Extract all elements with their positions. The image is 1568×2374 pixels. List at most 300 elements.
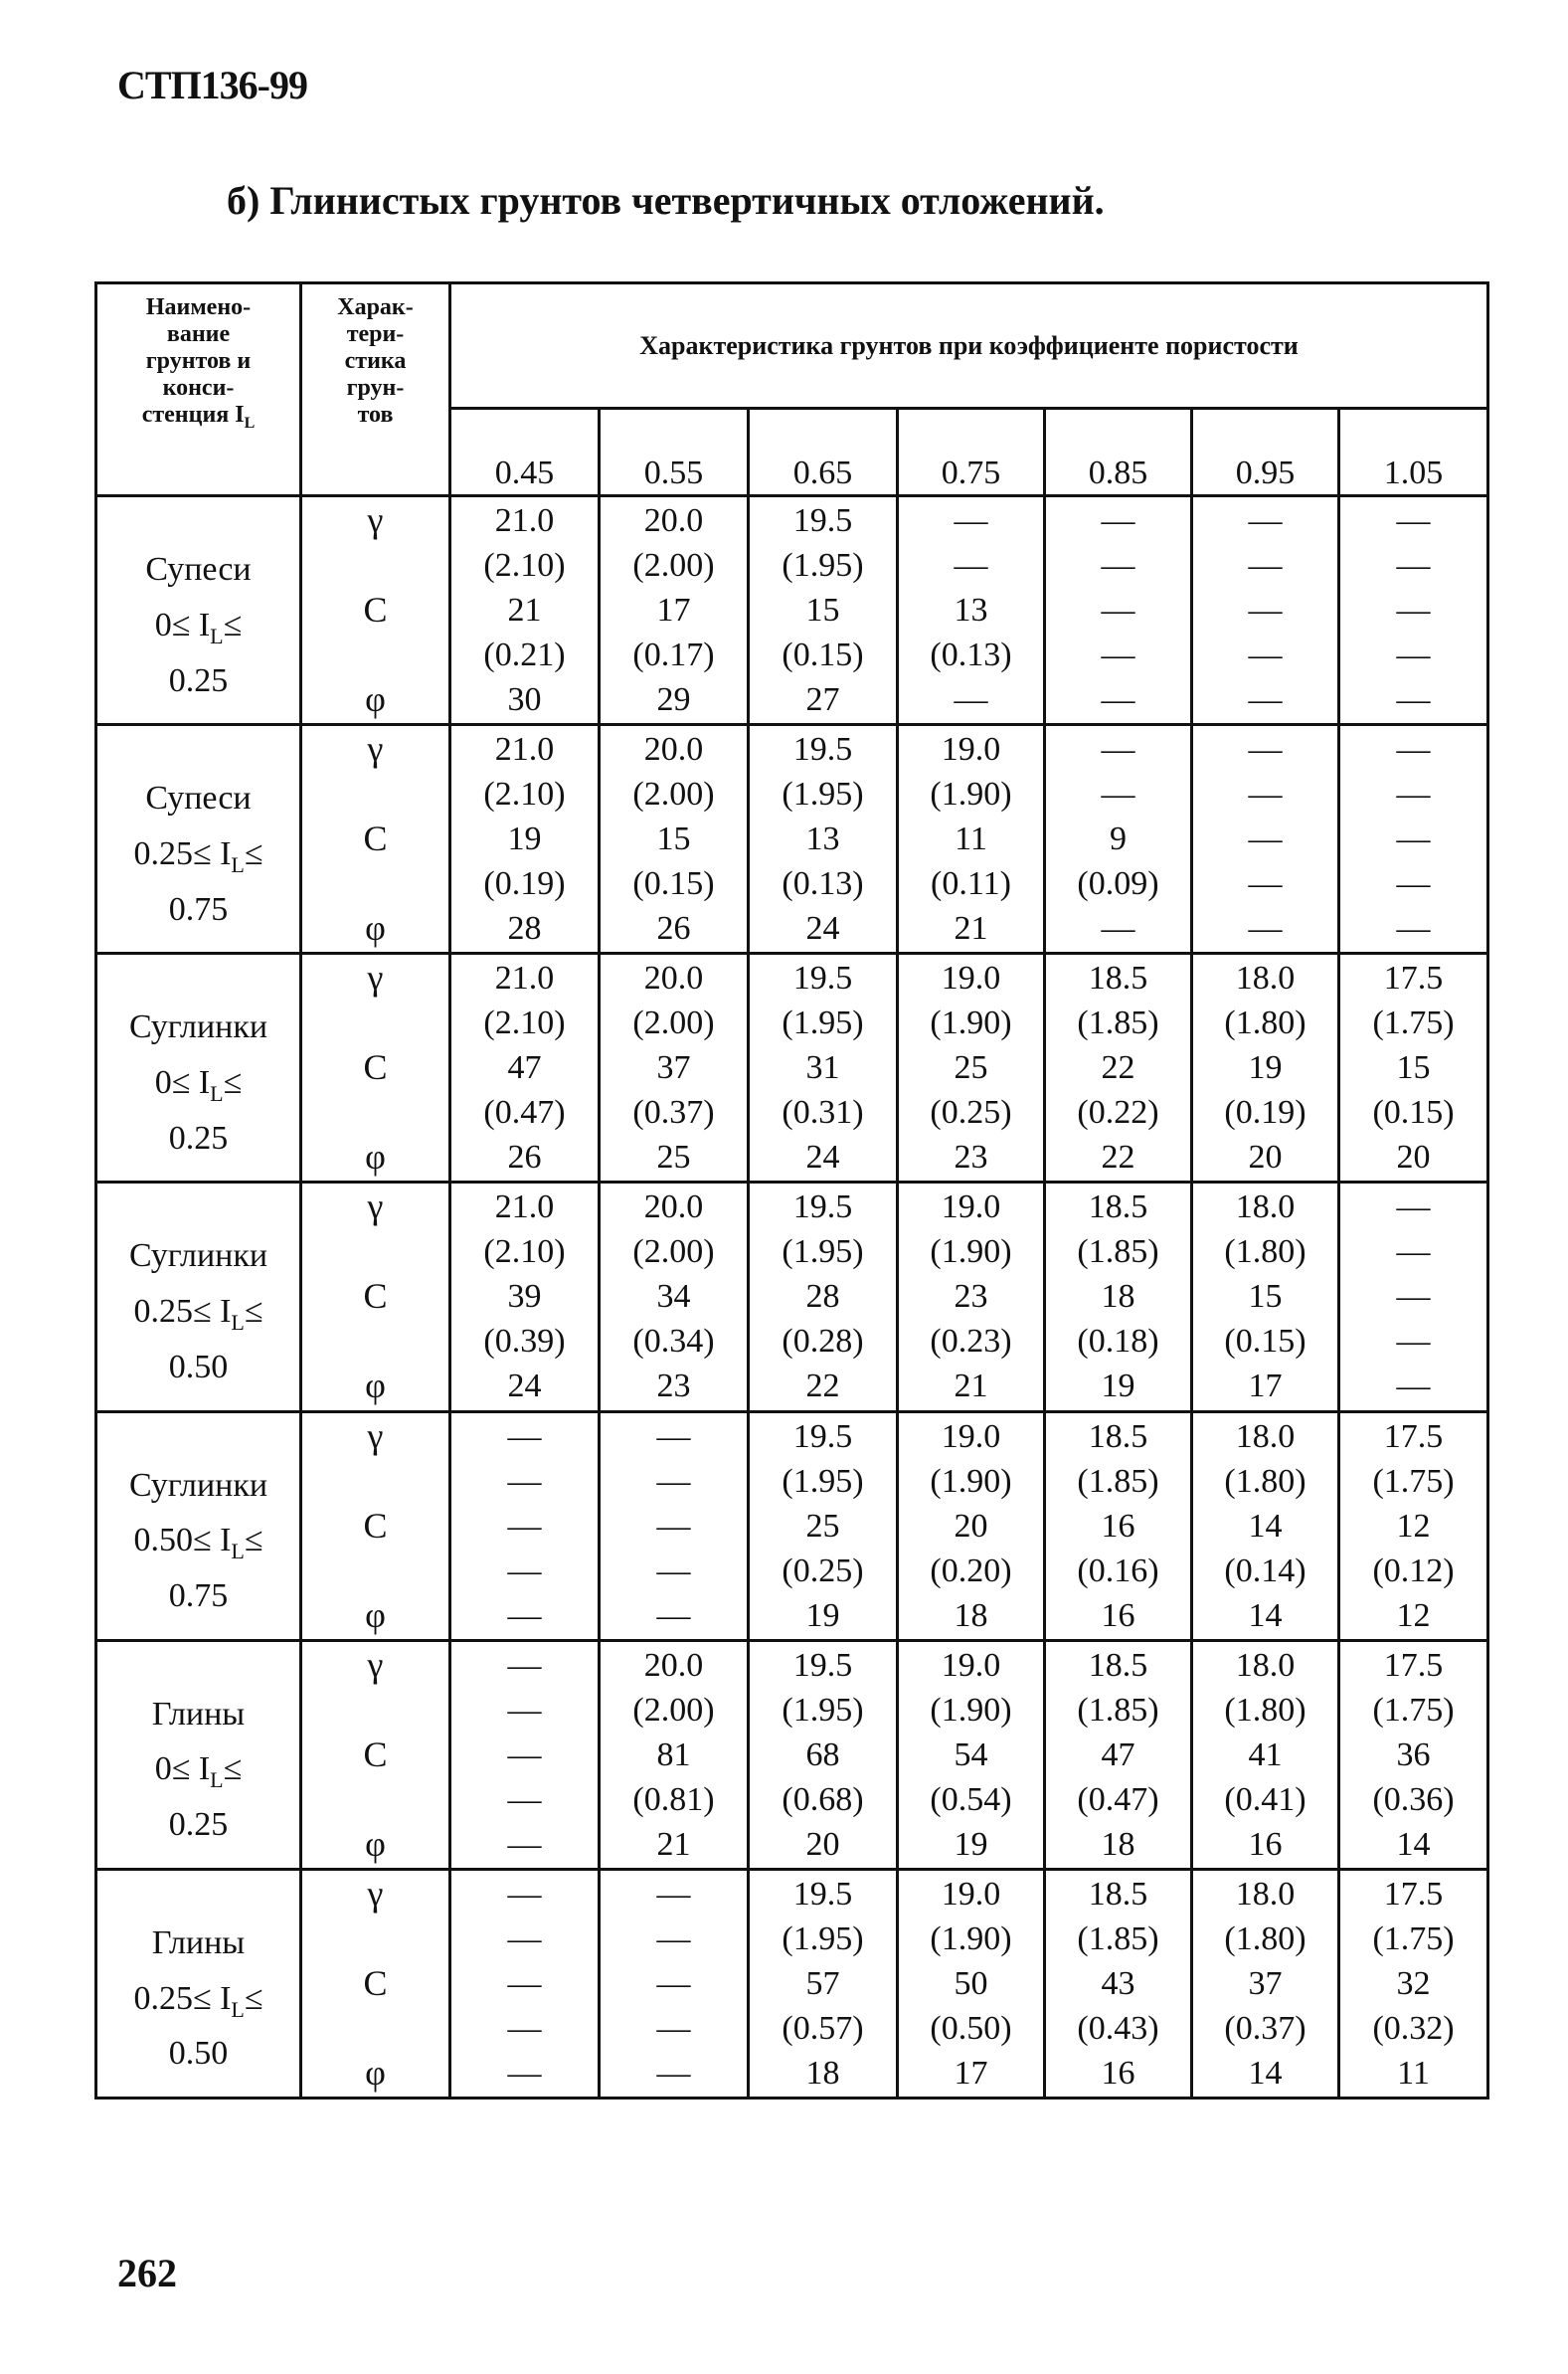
value-line: — xyxy=(1396,1323,1431,1361)
value-line: — xyxy=(656,1875,691,1913)
value-line: — xyxy=(1396,776,1431,814)
value-line: 57 xyxy=(805,1964,840,2002)
value-line: (0.36) xyxy=(1372,1780,1455,1818)
soil-name-cell xyxy=(96,725,301,954)
value-line: 16 xyxy=(1101,2054,1135,2092)
value-line: — xyxy=(1101,592,1135,630)
value-line: 27 xyxy=(805,681,840,719)
value-line: 28 xyxy=(507,910,542,948)
value-line: 20 xyxy=(805,1825,840,1863)
value-line: 17 xyxy=(1248,1368,1283,1405)
value-line: 17.5 xyxy=(1383,1417,1444,1455)
soil-name-cell xyxy=(96,1411,301,1640)
value-line: 19.0 xyxy=(941,1646,1001,1684)
header-characteristic-line: тери- xyxy=(346,321,405,347)
characteristic-symbol: C xyxy=(363,1734,388,1774)
value-cell xyxy=(600,954,749,1183)
value-line: 18 xyxy=(954,1596,988,1634)
characteristic-symbol xyxy=(302,1229,448,1274)
soil-name-line xyxy=(97,831,299,887)
characteristic-symbol: φ xyxy=(365,1594,386,1635)
value-line: 20 xyxy=(1248,1139,1283,1177)
soil-name-subscript: L xyxy=(231,1310,245,1335)
value-line: 18.5 xyxy=(1088,1417,1148,1455)
value-line: 14 xyxy=(1248,1507,1283,1545)
value-line: 20 xyxy=(954,1507,988,1545)
value-line: (2.00) xyxy=(632,1691,715,1729)
value-line: — xyxy=(656,1552,691,1589)
value-line: 43 xyxy=(1101,1964,1135,2002)
value-line: 11 xyxy=(1397,2054,1430,2092)
value-line: (0.12) xyxy=(1372,1552,1455,1589)
header-soil-name-line: Наимено- xyxy=(145,294,252,320)
header-characteristic-line: грун- xyxy=(346,375,405,401)
value-line: (1.95) xyxy=(782,1004,864,1042)
value-line: 19.0 xyxy=(941,1417,1001,1455)
soil-group-row xyxy=(96,725,1488,954)
value-line: (0.43) xyxy=(1077,2009,1159,2047)
value-line: — xyxy=(1396,592,1431,630)
header-characteristic-line: тов xyxy=(357,402,394,428)
characteristic-symbol: γ xyxy=(367,958,384,999)
value-cell xyxy=(749,1183,898,1411)
value-cell xyxy=(600,1640,749,1869)
value-line: (0.20) xyxy=(930,1552,1012,1589)
value-line: 30 xyxy=(507,681,542,719)
characteristic-symbol: C xyxy=(363,590,388,631)
soil-name-text: 0≤ I xyxy=(154,1064,211,1102)
value-line: 36 xyxy=(1396,1735,1431,1773)
value-line: (1.85) xyxy=(1077,1004,1159,1042)
value-line: 18.0 xyxy=(1235,1875,1296,1913)
value-line: 37 xyxy=(656,1049,691,1087)
soil-group-row xyxy=(96,1183,1488,1411)
value-cell xyxy=(1045,1640,1192,1869)
soil-name-line xyxy=(97,776,299,831)
value-line: 18 xyxy=(805,2054,840,2092)
header-characteristic-line: стика xyxy=(344,348,407,374)
soil-name-text: 0.25≤ I xyxy=(133,834,232,872)
value-line: 9 xyxy=(1110,821,1127,858)
value-line: 15 xyxy=(656,821,691,858)
value-cell xyxy=(450,725,600,954)
value-cell xyxy=(600,1183,749,1411)
value-line: 19.0 xyxy=(941,960,1001,998)
value-line: (1.90) xyxy=(930,1691,1012,1729)
document-code: СТП136-99 xyxy=(117,63,307,107)
header-soil-characteristic xyxy=(301,283,450,496)
header-porosity-value: 0.55 xyxy=(600,409,749,496)
value-cell xyxy=(1192,954,1339,1183)
value-line: 18.5 xyxy=(1088,1646,1148,1684)
value-line: (1.75) xyxy=(1372,1462,1455,1500)
header-row-1 xyxy=(96,283,1488,409)
value-line: 13 xyxy=(805,821,840,858)
value-line: (1.80) xyxy=(1224,1691,1307,1729)
value-line: (0.34) xyxy=(632,1323,715,1361)
soil-name-text: Суглинки xyxy=(128,1466,268,1504)
value-cell xyxy=(450,1183,600,1411)
characteristic-symbol xyxy=(302,1319,448,1364)
value-cell xyxy=(450,1640,600,1869)
value-line: (2.10) xyxy=(483,1233,566,1271)
value-line: 18.5 xyxy=(1088,1875,1148,1913)
value-line: — xyxy=(656,2054,691,2092)
soil-name-line xyxy=(97,1746,299,1802)
header-soil-name-line: вание xyxy=(166,321,231,347)
soil-name-line xyxy=(97,887,299,943)
soil-name-text: 0.25 xyxy=(168,1806,229,1844)
soil-name-line xyxy=(97,1060,299,1116)
value-cell xyxy=(600,1869,749,2098)
value-line: 19.0 xyxy=(941,1875,1001,1913)
value-line: 19 xyxy=(1101,1368,1135,1405)
value-line: (0.19) xyxy=(1224,1094,1307,1132)
soil-name-line xyxy=(97,1802,299,1858)
value-line: (0.39) xyxy=(483,1323,566,1361)
value-line: 19.5 xyxy=(792,502,853,540)
value-line: — xyxy=(656,1964,691,2002)
value-line: — xyxy=(1396,1368,1431,1405)
soil-group-row xyxy=(96,954,1488,1183)
characteristic-symbol xyxy=(302,633,448,677)
value-line: 50 xyxy=(954,1964,988,2002)
value-line: 23 xyxy=(954,1278,988,1316)
header-soil-name-text: стенция I xyxy=(141,402,245,428)
value-line: (0.15) xyxy=(632,865,715,903)
header-characteristic-line: Харак- xyxy=(337,294,414,320)
value-line: 18.0 xyxy=(1235,1188,1296,1226)
value-cell xyxy=(1339,1411,1488,1640)
header-porosity-value: 0.45 xyxy=(450,409,600,496)
characteristic-symbol xyxy=(302,772,448,817)
value-line: 22 xyxy=(1101,1139,1135,1177)
value-line: 22 xyxy=(805,1368,840,1405)
soil-name-text: Суглинки xyxy=(128,1008,268,1046)
value-line: 18.5 xyxy=(1088,960,1148,998)
characteristic-symbol: γ xyxy=(367,729,384,770)
soil-name-text: ≤ xyxy=(244,1293,263,1331)
value-line: — xyxy=(1248,731,1283,769)
value-line: 68 xyxy=(805,1735,840,1773)
value-cell xyxy=(600,1411,749,1640)
value-line: — xyxy=(1396,681,1431,719)
value-line: (0.25) xyxy=(782,1552,864,1589)
value-line: — xyxy=(954,681,988,719)
value-line: — xyxy=(1248,547,1283,585)
soil-name-line xyxy=(97,658,299,714)
value-cell xyxy=(1339,725,1488,954)
soil-name-line xyxy=(97,1345,299,1400)
value-cell xyxy=(1192,1183,1339,1411)
value-cell xyxy=(898,1869,1045,2098)
value-line: 18 xyxy=(1101,1278,1135,1316)
soil-name-text: 0≤ I xyxy=(154,606,211,643)
value-line: — xyxy=(507,1964,542,2002)
characteristic-symbol: φ xyxy=(365,2052,386,2093)
value-cell xyxy=(1045,725,1192,954)
value-line: (1.80) xyxy=(1224,1919,1307,1957)
value-line: 16 xyxy=(1101,1507,1135,1545)
value-line: (0.37) xyxy=(1224,2009,1307,2047)
value-line: 21.0 xyxy=(494,502,555,540)
value-cell xyxy=(1192,1411,1339,1640)
soil-name-text: 0.25 xyxy=(168,1119,229,1157)
value-line: 18.0 xyxy=(1235,960,1296,998)
value-line: (1.90) xyxy=(930,1004,1012,1042)
value-line: (0.68) xyxy=(782,1780,864,1818)
value-line: 24 xyxy=(507,1368,542,1405)
value-line: (0.50) xyxy=(930,2009,1012,2047)
characteristic-symbol xyxy=(302,1688,448,1733)
value-line: — xyxy=(507,1507,542,1545)
characteristic-symbol: γ xyxy=(367,1644,384,1685)
value-line: — xyxy=(507,1552,542,1589)
header-soil-name xyxy=(96,283,301,496)
soil-name-subscript: L xyxy=(210,1767,224,1793)
value-line: (0.13) xyxy=(782,865,864,903)
value-line: (0.54) xyxy=(930,1780,1012,1818)
characteristic-symbols-cell xyxy=(301,954,450,1183)
value-line: 14 xyxy=(1248,1596,1283,1634)
value-cell xyxy=(600,725,749,954)
value-cell xyxy=(749,495,898,724)
value-line: 25 xyxy=(805,1507,840,1545)
value-line: 20.0 xyxy=(643,502,704,540)
value-line: 28 xyxy=(805,1278,840,1316)
soil-name-cell xyxy=(96,495,301,724)
characteristic-symbols-cell xyxy=(301,725,450,954)
characteristic-symbol xyxy=(302,1090,448,1135)
value-line: (0.13) xyxy=(930,637,1012,674)
value-line: 24 xyxy=(805,1139,840,1177)
value-line: — xyxy=(1396,637,1431,674)
value-line: 19.0 xyxy=(941,731,1001,769)
value-line: (2.10) xyxy=(483,1004,566,1042)
value-line: (2.00) xyxy=(632,1233,715,1271)
value-cell xyxy=(1045,495,1192,724)
value-line: — xyxy=(1396,865,1431,903)
value-line: (1.90) xyxy=(930,776,1012,814)
value-cell xyxy=(1045,1869,1192,2098)
value-line: 19.0 xyxy=(941,1188,1001,1226)
value-cell xyxy=(749,725,898,954)
value-line: (1.85) xyxy=(1077,1462,1159,1500)
characteristic-symbol xyxy=(302,1549,448,1593)
value-line: — xyxy=(1396,910,1431,948)
header-soil-name-line: конси- xyxy=(162,375,235,401)
value-line: (2.00) xyxy=(632,776,715,814)
value-line: 19.5 xyxy=(792,1646,853,1684)
value-line: 18 xyxy=(1101,1825,1135,1863)
value-line: 54 xyxy=(954,1735,988,1773)
value-cell xyxy=(450,495,600,724)
value-line: (0.18) xyxy=(1077,1323,1159,1361)
value-line: (0.57) xyxy=(782,2009,864,2047)
value-line: — xyxy=(507,1735,542,1773)
soil-name-text: ≤ xyxy=(223,606,243,643)
characteristic-symbol xyxy=(302,1001,448,1045)
soil-name-text: 0.25≤ I xyxy=(133,1293,232,1331)
value-line: (0.14) xyxy=(1224,1552,1307,1589)
table-body xyxy=(96,283,1488,2099)
soil-name-text: 0.25 xyxy=(168,661,229,699)
soil-name-subscript: L xyxy=(231,1996,245,2022)
characteristic-symbol xyxy=(302,543,448,588)
value-line: (1.75) xyxy=(1372,1004,1455,1042)
page-number: 262 xyxy=(117,2251,177,2295)
value-line: — xyxy=(507,1780,542,1818)
value-cell xyxy=(1192,1869,1339,2098)
value-cell xyxy=(898,1411,1045,1640)
value-line: (1.90) xyxy=(930,1233,1012,1271)
characteristic-symbol: γ xyxy=(367,1873,384,1914)
characteristic-symbol xyxy=(302,1917,448,1961)
value-line: 19.5 xyxy=(792,1417,853,1455)
value-cell xyxy=(450,954,600,1183)
value-line: 32 xyxy=(1396,1964,1431,2002)
value-cell xyxy=(600,495,749,724)
value-line: — xyxy=(507,2054,542,2092)
value-line: (1.80) xyxy=(1224,1004,1307,1042)
value-line: (1.90) xyxy=(930,1919,1012,1957)
value-line: 21.0 xyxy=(494,1188,555,1226)
value-line: — xyxy=(1396,731,1431,769)
value-cell xyxy=(1045,954,1192,1183)
value-line: (1.85) xyxy=(1077,1233,1159,1271)
value-line: (0.37) xyxy=(632,1094,715,1132)
header-soil-name-line xyxy=(97,402,299,437)
value-line: — xyxy=(1248,821,1283,858)
value-line: — xyxy=(656,1462,691,1500)
value-line: (0.31) xyxy=(782,1094,864,1132)
soil-name-text: 0.75 xyxy=(168,1577,229,1615)
characteristic-symbol: γ xyxy=(367,500,384,541)
value-line: 16 xyxy=(1248,1825,1283,1863)
value-line: 22 xyxy=(1101,1049,1135,1087)
value-line: — xyxy=(656,2009,691,2047)
value-line: (2.10) xyxy=(483,776,566,814)
characteristic-symbol: φ xyxy=(365,679,386,720)
value-cell xyxy=(749,954,898,1183)
soil-name-subscript: L xyxy=(210,1080,224,1106)
value-line: — xyxy=(954,502,988,540)
value-line: 21.0 xyxy=(494,731,555,769)
soil-name-text: Глины xyxy=(151,1923,246,1961)
value-line: — xyxy=(1248,637,1283,674)
header-porosity-value: 0.85 xyxy=(1045,409,1192,496)
soil-name-text: 0.75 xyxy=(168,890,229,928)
value-line: 21 xyxy=(507,592,542,630)
value-line: 18.0 xyxy=(1235,1646,1296,1684)
value-cell xyxy=(898,495,1045,724)
value-line: 25 xyxy=(656,1139,691,1177)
value-line: 12 xyxy=(1396,1507,1431,1545)
value-cell xyxy=(1192,495,1339,724)
value-line: (0.15) xyxy=(1372,1094,1455,1132)
value-cell xyxy=(898,1183,1045,1411)
value-cell xyxy=(450,1411,600,1640)
value-line: (1.95) xyxy=(782,1919,864,1957)
value-line: 17.5 xyxy=(1383,960,1444,998)
soil-name-line xyxy=(97,2031,299,2087)
value-line: 15 xyxy=(1396,1049,1431,1087)
value-line: 34 xyxy=(656,1278,691,1316)
value-line: (0.09) xyxy=(1077,865,1159,903)
soil-name-line xyxy=(97,547,299,603)
value-line: 12 xyxy=(1396,1596,1431,1634)
soil-name-line xyxy=(97,1920,299,1976)
value-cell xyxy=(749,1640,898,1869)
value-line: — xyxy=(1396,1188,1431,1226)
value-line: — xyxy=(1101,776,1135,814)
value-line: 14 xyxy=(1248,2054,1283,2092)
value-line: — xyxy=(1396,502,1431,540)
value-line: 20 xyxy=(1396,1139,1431,1177)
value-line: 21 xyxy=(656,1825,691,1863)
value-line: — xyxy=(507,1825,542,1863)
value-cell xyxy=(898,954,1045,1183)
value-line: (1.95) xyxy=(782,776,864,814)
soil-name-text: 0≤ I xyxy=(154,1750,211,1788)
soil-name-cell xyxy=(96,1869,301,2098)
soil-name-line xyxy=(97,1518,299,1573)
table-subtitle: б) Глинистых грунтов четвертичных отложений. xyxy=(227,178,1105,223)
value-line: 47 xyxy=(1101,1735,1135,1773)
value-line: 18.0 xyxy=(1235,1417,1296,1455)
soil-name-text: ≤ xyxy=(223,1750,243,1788)
value-line: (0.41) xyxy=(1224,1780,1307,1818)
soil-group-row xyxy=(96,1411,1488,1640)
value-line: 26 xyxy=(507,1139,542,1177)
characteristic-symbols-cell xyxy=(301,495,450,724)
value-line: 26 xyxy=(656,910,691,948)
soil-name-line xyxy=(97,1116,299,1172)
value-line: (1.85) xyxy=(1077,1691,1159,1729)
value-line: — xyxy=(507,1462,542,1500)
value-line: — xyxy=(1396,821,1431,858)
value-line: 24 xyxy=(805,910,840,948)
value-line: — xyxy=(1248,681,1283,719)
value-line: 15 xyxy=(1248,1278,1283,1316)
soil-name-subscript: L xyxy=(231,851,245,877)
soil-name-line xyxy=(97,1233,299,1289)
value-line: — xyxy=(954,547,988,585)
value-line: — xyxy=(507,2009,542,2047)
value-line: 23 xyxy=(656,1368,691,1405)
value-line: (0.81) xyxy=(632,1780,715,1818)
value-line: (0.28) xyxy=(782,1323,864,1361)
value-line: 31 xyxy=(805,1049,840,1087)
value-cell xyxy=(450,1869,600,2098)
value-cell xyxy=(1339,1869,1488,2098)
value-line: — xyxy=(507,1596,542,1634)
characteristic-symbol: C xyxy=(363,819,388,859)
value-line: — xyxy=(1248,865,1283,903)
value-line: (1.95) xyxy=(782,1233,864,1271)
value-line: (0.47) xyxy=(483,1094,566,1132)
characteristic-symbol: C xyxy=(363,1962,388,2003)
header-porosity-value: 0.95 xyxy=(1192,409,1339,496)
soil-name-line xyxy=(97,1573,299,1629)
characteristic-symbols-cell xyxy=(301,1411,450,1640)
soil-name-text: Суглинки xyxy=(128,1237,268,1275)
value-cell xyxy=(898,725,1045,954)
value-line: 19 xyxy=(507,821,542,858)
value-line: 39 xyxy=(507,1278,542,1316)
value-line: (0.22) xyxy=(1077,1094,1159,1132)
soil-name-line xyxy=(97,1976,299,2032)
